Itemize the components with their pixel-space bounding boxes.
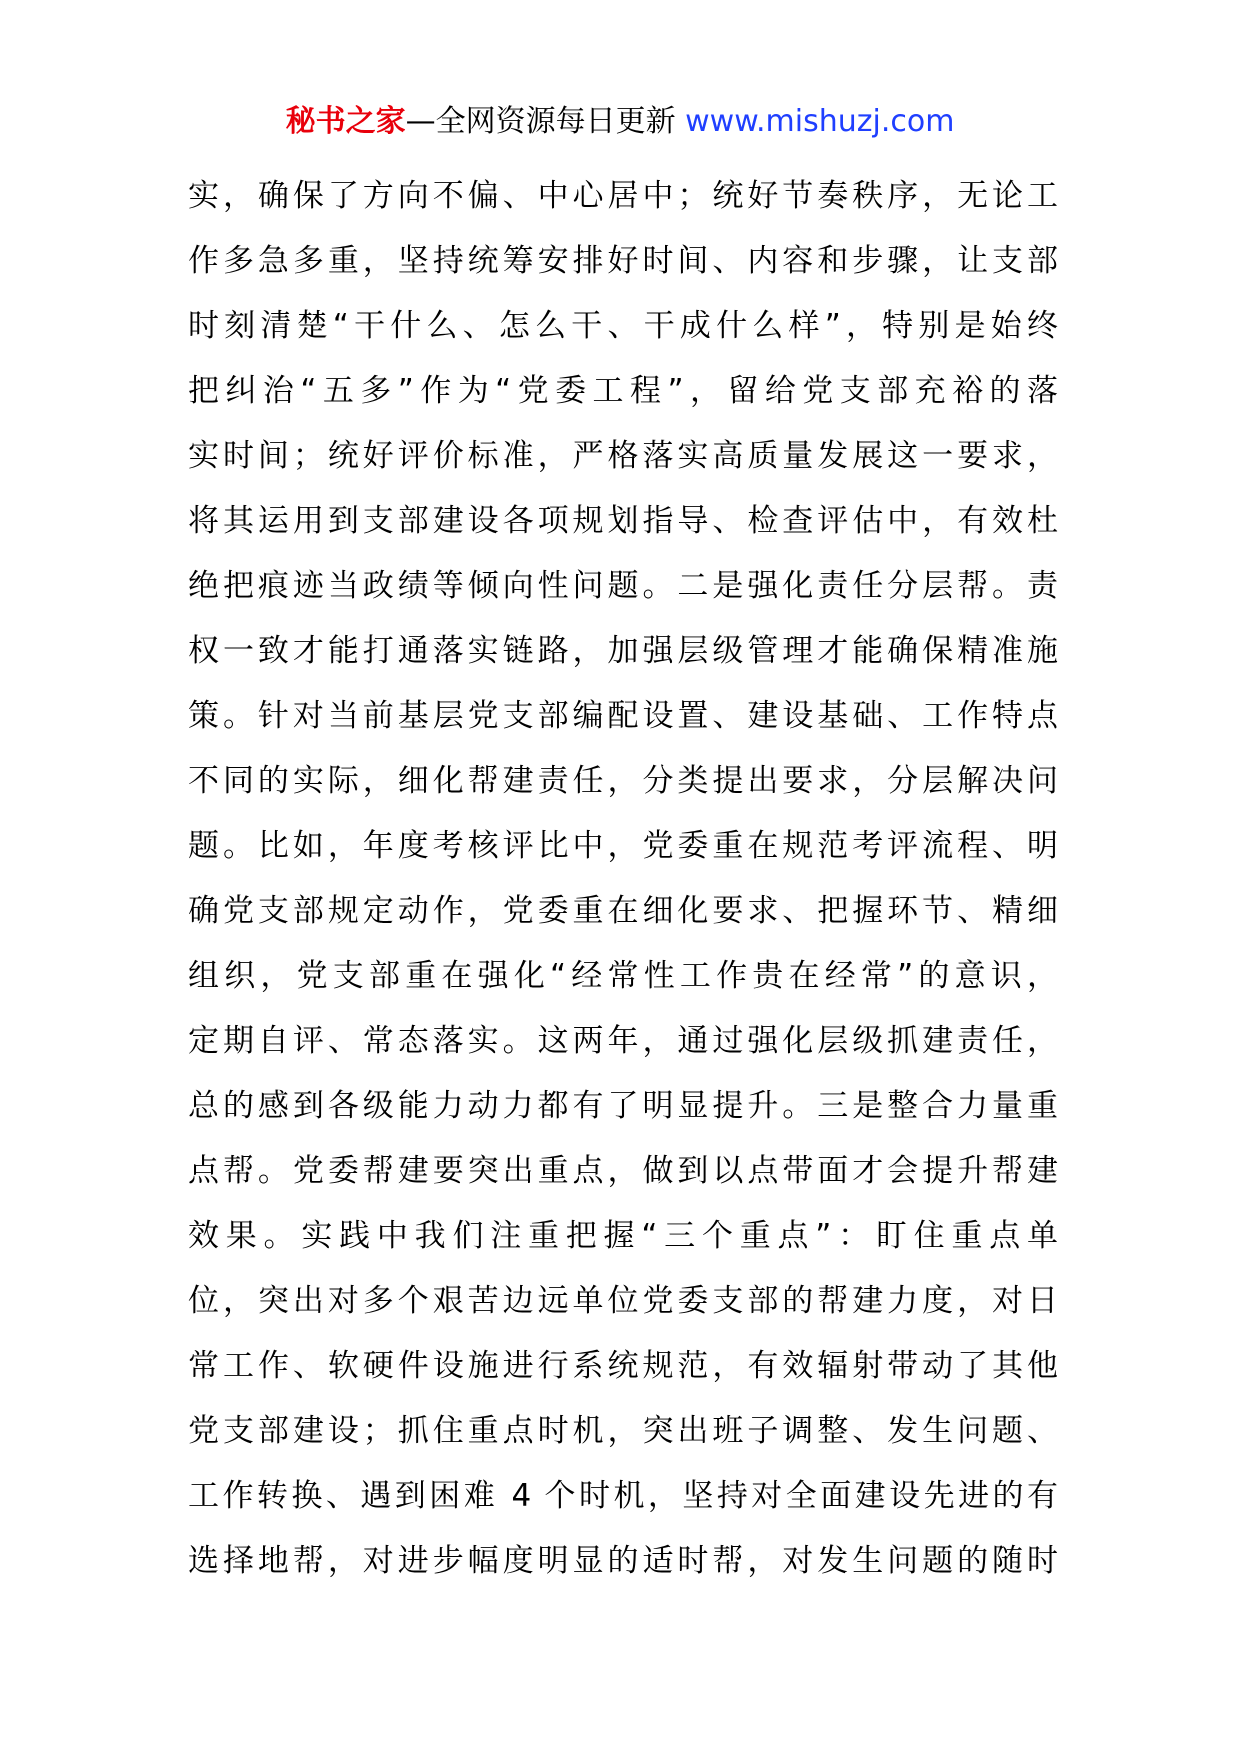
text-line: 工作转换、遇到困难 4 个时机，坚持对全面建设先进的有	[188, 1478, 1058, 1514]
text-line: 位，突出对多个艰苦边远单位党委支部的帮建力度，对日	[188, 1283, 1058, 1319]
text-line: 题。比如，年度考核评比中，党委重在规范考评流程、明	[188, 828, 1058, 864]
text-line: 实，确保了方向不偏、中心居中；统好节奏秩序，无论工	[188, 178, 1058, 214]
text-line: 将其运用到支部建设各项规划指导、检查评估中，有效杜	[188, 503, 1058, 539]
text-line: 党支部建设；抓住重点时机，突出班子调整、发生问题、	[188, 1413, 1058, 1449]
text-line: 常工作、软硬件设施进行系统规范，有效辐射带动了其他	[188, 1348, 1058, 1384]
text-line: 实时间；统好评价标准，严格落实高质量发展这一要求，	[188, 438, 1058, 474]
header-brand: 秘书之家	[285, 104, 406, 139]
text-line: 作多急多重，坚持统筹安排好时间、内容和步骤，让支部	[188, 243, 1058, 279]
text-line: 定期自评、常态落实。这两年，通过强化层级抓建责任，	[188, 1023, 1058, 1059]
header-tagline: —全网资源每日更新	[405, 104, 686, 139]
text-line: 把纠治“五多”作为“党委工程”，留给党支部充裕的落	[188, 373, 1058, 409]
text-line: 绝把痕迹当政绩等倾向性问题。二是强化责任分层帮。责	[188, 568, 1058, 604]
page-header	[0, 100, 1240, 144]
text-line: 确党支部规定动作，党委重在细化要求、把握环节、精细	[188, 893, 1058, 929]
header-url-link[interactable]: www.mishuzj.com	[685, 104, 955, 139]
text-line: 策。针对当前基层党支部编配设置、建设基础、工作特点	[188, 698, 1058, 734]
text-line: 权一致才能打通落实链路，加强层级管理才能确保精准施	[188, 633, 1058, 669]
body-text	[188, 164, 1058, 1594]
text-line: 组织，党支部重在强化“经常性工作贵在经常”的意识，	[188, 958, 1058, 994]
text-line: 效果。实践中我们注重把握“三个重点”：盯住重点单	[188, 1218, 1058, 1254]
text-line: 总的感到各级能力动力都有了明显提升。三是整合力量重	[188, 1088, 1058, 1124]
text-line: 时刻清楚“干什么、怎么干、干成什么样”，特别是始终	[188, 308, 1058, 344]
text-line: 选择地帮，对进步幅度明显的适时帮，对发生问题的随时	[188, 1543, 1058, 1579]
text-line: 不同的实际，细化帮建责任，分类提出要求，分层解决问	[188, 763, 1058, 799]
text-line: 点帮。党委帮建要突出重点，做到以点带面才会提升帮建	[188, 1153, 1058, 1189]
